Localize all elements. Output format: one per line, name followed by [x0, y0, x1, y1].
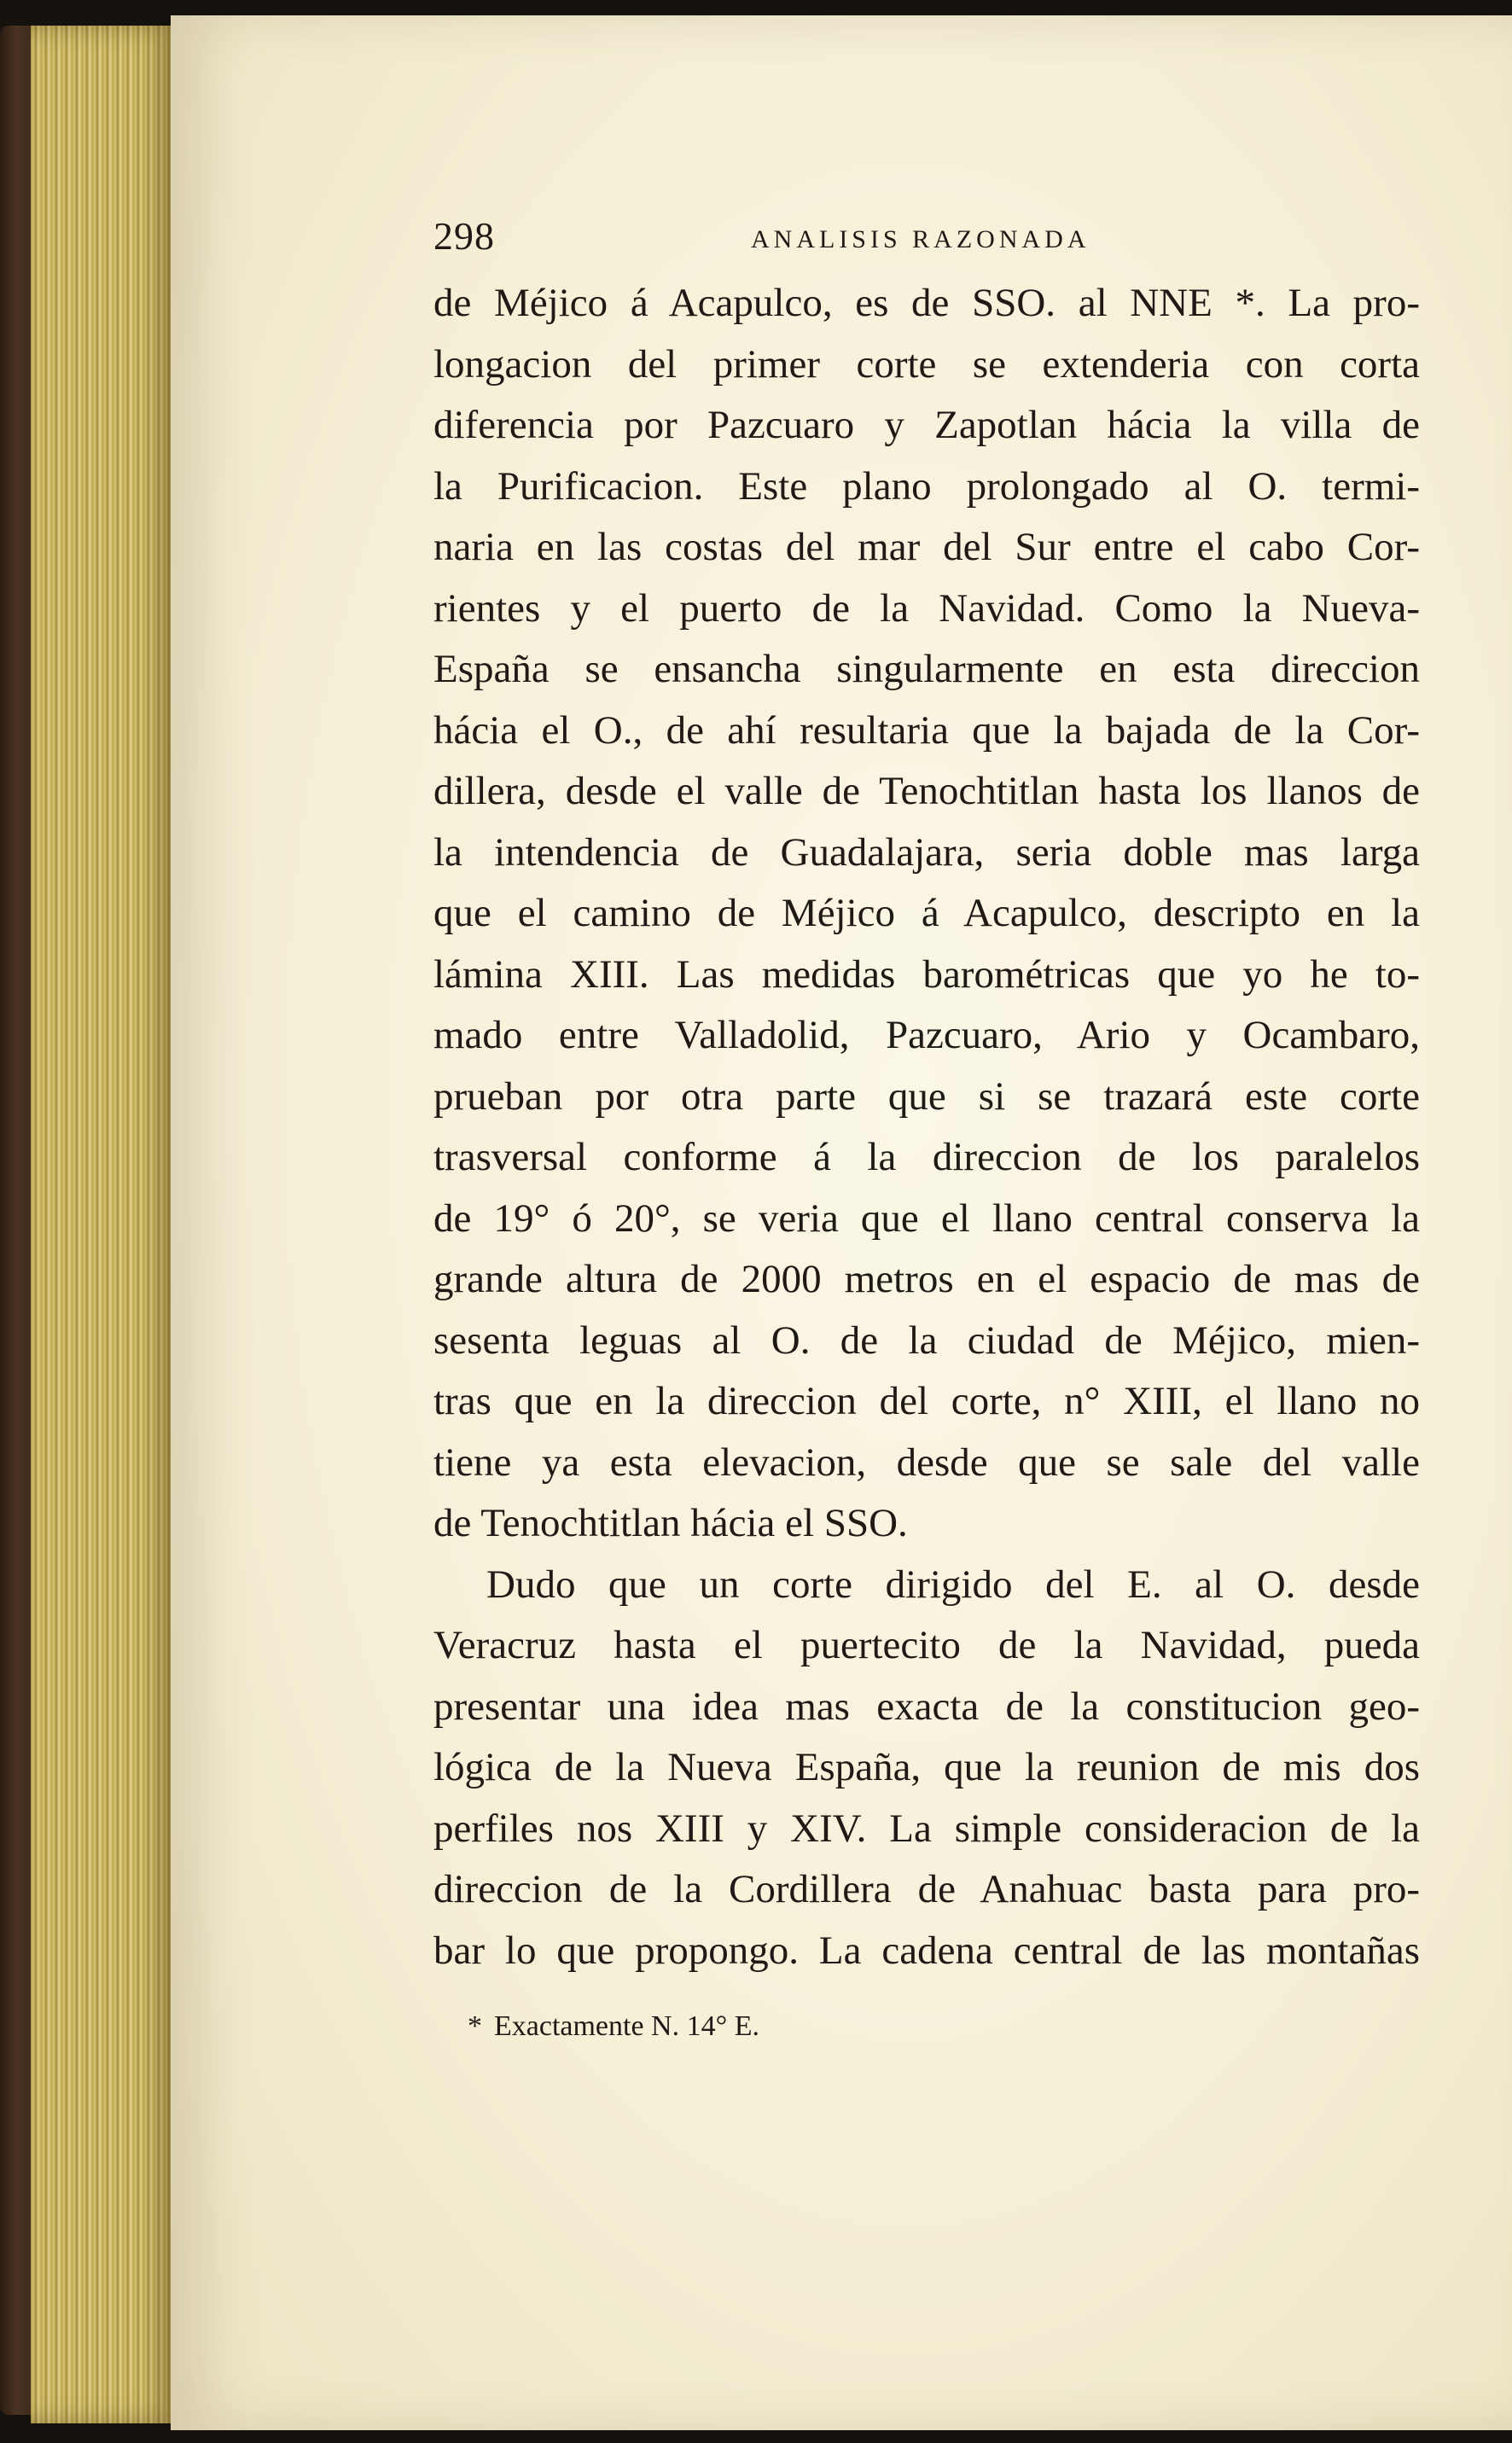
text-line: sesenta leguas al O. de la ciudad de Méjico, mien-: [433, 1317, 1420, 1363]
text-line: direccion de la Cordillera de Anahuac basta para pro-: [433, 1867, 1420, 1911]
text-line: hácia el O., de ahí resultaria que la bajada de la Cor-: [433, 707, 1420, 753]
text-line: naria en las costas del mar del Sur entre el cabo Cor-: [433, 525, 1420, 569]
text-line: trasversal conforme á la direccion de los paralelos: [433, 1135, 1420, 1179]
footnote: [433, 2005, 1420, 2048]
text-line: la Purificacion. Este plano prolongado al O. termi-: [433, 463, 1420, 509]
running-title: ANALISIS RAZONADA: [751, 225, 1090, 253]
text-line: presentar una idea mas exacta de la constitucion geo-: [433, 1684, 1420, 1729]
paragraph-1: [433, 273, 1420, 1555]
footnote-mark: *: [468, 2010, 482, 2042]
text-line: de Tenochtitlan hácia el SSO.: [433, 1501, 908, 1545]
text-line: rientes y el puerto de la Navidad. Como la Nueva-: [433, 585, 1420, 631]
paragraph-2: [433, 1555, 1420, 1982]
text-line: tiene ya esta elevacion, desde que se sale del valle: [433, 1440, 1420, 1485]
text-line: mado entre Valladolid, Pazcuaro, Ario y Ocambaro,: [433, 1013, 1420, 1057]
text-line: de Méjico á Acapulco, es de SSO. al NNE *. La pro-: [433, 281, 1420, 325]
text-line: perfiles nos XIII y XIV. La simple consideracion de la: [433, 1806, 1420, 1851]
page-number: 298: [433, 214, 495, 258]
text-line: de 19° ó 20°, se veria que el llano central conserva la: [433, 1195, 1420, 1241]
running-head: [433, 213, 1420, 265]
text-line: grande altura de 2000 metros en el espacio de mas de: [433, 1257, 1420, 1301]
text-line: que el camino de Méjico á Acapulco, descripto en la: [433, 891, 1420, 935]
text-line: Veracruz hasta el puertecito de la Navidad, pueda: [433, 1623, 1420, 1667]
text-line: la intendencia de Guadalajara, seria doble mas larga: [433, 829, 1420, 875]
gilt-page-edges: [31, 26, 176, 2423]
footnote-text: Exactamente N. 14° E.: [494, 2010, 759, 2042]
text-line: lógica de la Nueva España, que la reunion de mis dos: [433, 1745, 1420, 1789]
text-line: diferencia por Pazcuaro y Zapotlan hácia la villa de: [433, 403, 1420, 447]
text-line: dillera, desde el valle de Tenochtitlan hasta los llanos de: [433, 769, 1420, 813]
body-text: [433, 273, 1420, 1981]
text-block: [433, 213, 1420, 2048]
text-line: España se ensancha singularmente en esta direccion: [433, 647, 1420, 691]
text-line: prueban por otra parte que si se trazará este corte: [433, 1073, 1420, 1119]
text-line: lámina XIII. Las medidas barométricas que yo he to-: [433, 951, 1420, 997]
text-line: longacion del primer corte se extenderia con corta: [433, 341, 1420, 387]
text-line: Dudo que un corte dirigido del E. al O. desde: [486, 1562, 1420, 1607]
text-line: tras que en la direccion del corte, n° XIII, el llano no: [433, 1379, 1420, 1423]
text-line: bar lo que propongo. La cadena central de las montañas: [433, 1928, 1420, 1973]
